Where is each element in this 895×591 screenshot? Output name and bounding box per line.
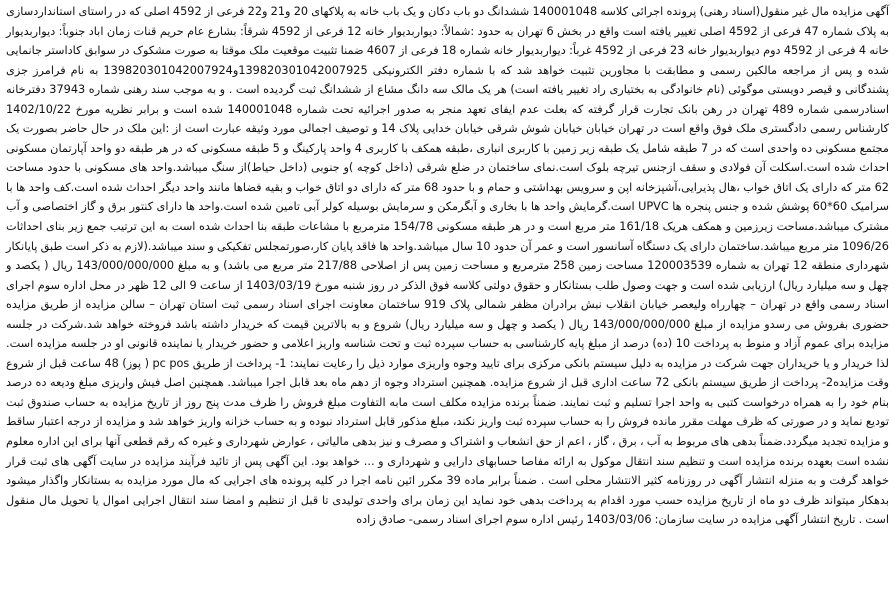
auction-notice-text: آگهی مزایده مال غیر منقول(اسناد رهنی) پرونده اجرائی کلاسه 140001048 ششدانگ دو باب دکان و یک باب خانه به پلاکهای 20 و21 و22 فرعی از 4592 اصلی که در راستای استانداردسازی به پلاک شماره 47 فرعی از 4592 اصلی تغییر یافته است واقع در بخش 6 تهران به حدود :شمالاً: دیواربدیوار خانه 12 فرعی از 4592 شرقاً: بشارع عام حریم قنات زمان اباد جنوباً: دیواربدیوار خانه 4 فرعی از 4592 دوم دیواربدیوار خانه 23 فرعی از 4592 غرباً: دیواربدیوار خانه شماره 18 فرعی از 4607 ضمنا تثبیت موقعیت ملک موقتا به صورت مشکوک در سوابق کاداستر جانمایی شده و پس از مراجعه مالکین رسمی و مطابقت با مجاورین تثبیت خواهد شد که با شماره دفتر الکترونیکی 139820301042007925و139820301042007924 به نام فرامرز جزی پشندگانی و قیصر دویستی موگوئی (نام خانوادگی به بختیاری راد تغییر یافته است) هر یک مالک سه دانگ مشاع از ششدانگ ثبت گردیده است . و به موجب سند رهنی شماره 37943 دفترخانه اسنادرسمی شماره 489 تهران در رهن بانک تجارت قرار گرفته که بعلت عدم ایفای تعهد منجر به صدور اجرائیه تحت شماره 140001048 شده است و برابر نظریه مورخ 1402/10/22 کارشناس رسمی دادگستری ملک فوق واقع است در تهران خیابان خیابان شوش شرقی خیابان خدایی پلاک 14 و توصیف اجمالی مورد وثیقه عبارت است از :این ملک در حال حاضر بصورت یک مجتمع مسکونی ده واحدی است که در 7 طبقه شامل یک طبقه زیر زمین با کاربری انباری ،طبقه همکف با کاربری 4 واحد پارکینگ و 5 طبقه مسکونی که در هر طبقه دو واحد آپارتمان مسکونی احداث شده است.اسکلت آن فولادی و سقف ازجنس تیرچه بلوک است.نمای ساختمان در ضلع شرقی (داخل کوچه )و جنوبی (داخل حیاط)از سنگ میباشد.واحد های مسکونی با حدود مساحت 62 متر که دارای یک اتاق خواب ،هال پذیرایی،آشپزخانه اپن و سرویس بهداشتی و حمام و با حدود 68 متر که دارای دو اتاق خواب و بقیه فضاها مانند واحد دیگر احداث شده است.کف واحد ها با سرامیک 60*60 پوشش شده و جنس پنجره ها UPVC است.گرمایش واحد ها با بخاری و آبگرمکن و سرمایش بوسیله کولر آبی تامین شده است.واحد ها دارای کنتور برق و گاز اختصاصی و آب مشترک میباشد.مساحت زیرزمین و همکف هریک 161/18 متر مربع است و در هر طبقه مسکونی 154/78 مترمربع با مشاعات طبقه بنا احداث شده است به این ترتیب جمع زیر بنای احداثات 1096/26 متر مربع میباشد.ساختمان دارای یک دستگاه آسانسور است و عمر آن حدود 10 سال میباشد.واحد ها فاقد پایان کار،صورتمجلس تفکیکی و سند میباشد.(لازم به ذکر است طبق پایانکار شهرداری منطقه 12 تهران به شماره 120003539 مساحت زمین 258 مترمربع و مساحت زمین پس از اصلاحی 217/88 متر مربع می باشد) و به مبلغ 143/000/000/000 ریال ( یکصد و چهل و سه میلیارد ریال) ارزیابی شده است و جهت وصول طلب بستانکار و حقوق دولتی کلاسه فوق الذکر در روز شنبه مورخ 1403/03/19 از ساعت 9 الی 12 ظهر در محل اداره سوم اجرای اسناد رسمی واقع در تهران – چهارراه ولیعصر خیابان انقلاب نبش برادران مظفر شمالی پلاک 919 ساختمان معاونت اجرای اسناد رسمی ثبت استان تهران – سالن مزایده از طریق مزایده حضوری بفروش می رسدو مزایده از مبلغ 143/000/000/000 ریال ( یکصد و چهل و سه میلیارد ریال) شروع و به بالاترین قیمت که خریدار داشته باشد فروخته خواهد شد.شرکت در جلسه مزایده برای عموم آزاد و منوط به پرداخت 10 (ده) درصد از مبلغ پایه کارشناسی به حساب سپرده ثبت و تحت شناسه واریز اعلامی و حضور خریدار یا نماینده قانونی او در جلسه مزایده است. لذا خریدار و یا خریداران جهت شرکت در مزایده به دلیل سیستم بانکی مرکزی برای تایید وجوه واریزی موارد ذیل را رعایت نمایند: 1- پرداخت از طریق pc pos ( پوز) 48 ساعت قبل از شروع وقت مزایده2- پرداخت از طریق سیستم بانکی 72 ساعت اداری قبل از شروع مزایده. همچنین استرداد وجوه از دهم ماه بعد قابل اجرا میباشد. همچنین اصل فیش واریزی مبلغ ودیعه ده درصد بنام خود را به همراه درخواست کتبی به واحد اجرا تسلیم و ثبت نمایند. ضمناً برنده مزایده مکلف است مابه التفاوت مبلغ فروش را ظرف مدت پنج روز از تاریخ مزایده به حساب صندوق ثبت تودیع نماید و در صورتی که ظرف مهلت مقرر مانده فروش را به حساب سپرده ثبت واریز نکند، مبلغ مذکور قابل استرداد نبوده و به حساب خزانه واریز خواهد شد و مزایده از درجه اعتبار ساقط و مزایده تجدید میگردد.ضمناً بدهی های مربوط به آب ، برق ، گاز ، اعم از حق انشعاب و اشتراک و مصرف و نیز بدهی مالیاتی ، عوارض شهرداری و غیره که رقم قطعی آنها برای این اداره معلوم نشده است بعهده برنده مزایده است و تنظیم سند انتقال موکول به ارائه مفاصا حسابهای دارایی و شهرداری و ... خواهد بود. این آگهی پس از تائید فرآیند مزایده در سایت آگهی های ثبت قرار خواهد گرفت و به منزله انتشار آگهی در روزنامه کثیر الانتشار محلی است . ضمناً برابر ماده 39 مکرر ائین نامه اجرا در کلیه پرونده های اجرایی که مال مورد مزایده به بستانکار واگذار میشود بدهکار میتواند ظرف دو ماه از تاریخ مزایده حسب مورد اقدام به پرداخت بدهی خود نماید این زمان برای واحدی تولیدی تا قبل از تنظیم و امضا سند انتقال اجرایی اموال یا تحویل مال منقول است . تاریخ انتشار آگهی مزایده در سایت سازمان: 1403/03/06 رئیس اداره سوم اجرای اسناد رسمی- صادق زاده (6, 5, 890, 527)
